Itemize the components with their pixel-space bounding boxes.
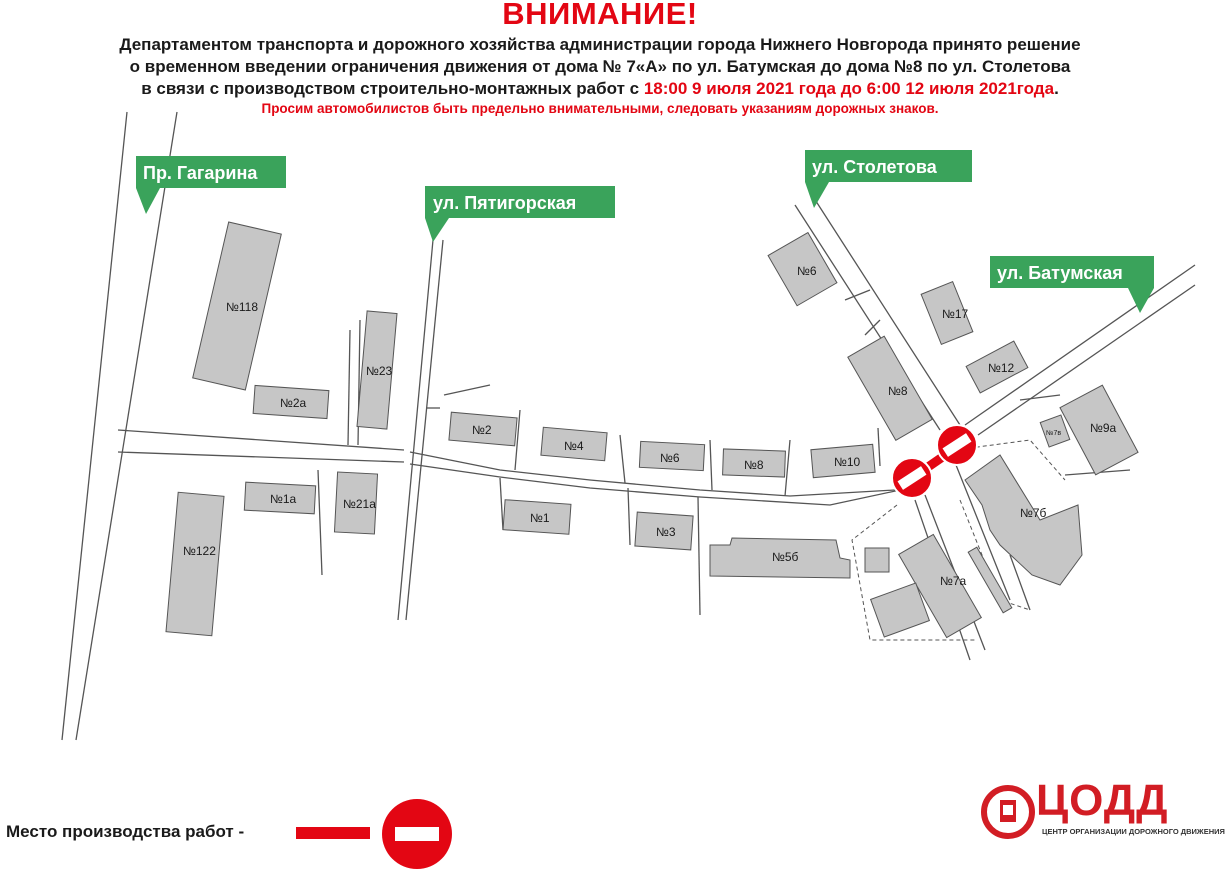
codd-emblem-icon <box>980 782 1038 842</box>
label-2a: №2а <box>280 396 307 410</box>
street-sign-stoletova <box>805 150 972 208</box>
label-122: №122 <box>183 544 216 558</box>
no-entry-sign-icon <box>937 425 977 465</box>
logo-wordmark: ЦОДД <box>1036 776 1169 825</box>
announcement-line-1: Департаментом транспорта и дорожного хозяйства администрации города Нижнего Новгорода принято решение <box>119 35 1081 54</box>
street-sign-batumskaya <box>990 256 1154 313</box>
announcement-line-3-prefix: в связи с производством строительно-монтажных работ с <box>141 79 644 98</box>
legend-label: Место производства работ - <box>6 822 245 841</box>
label-7a: №7а <box>940 574 967 588</box>
legend-work-line <box>296 827 370 839</box>
building-small-1 <box>865 548 889 572</box>
label-8: №8 <box>744 458 764 472</box>
street-label-batumskaya: ул. Батумская <box>997 263 1123 283</box>
street-label-gagarina: Пр. Гагарина <box>143 163 258 183</box>
label-7b: №7б <box>1020 506 1047 520</box>
announcement-line-3 <box>0 79 1200 99</box>
street-sign-pyatigorskaya <box>425 186 615 242</box>
road-lines <box>62 112 1195 740</box>
label-9a: №9а <box>1090 421 1117 435</box>
label-6n: №6 <box>797 264 817 278</box>
label-2: №2 <box>472 423 492 437</box>
logo-subtitle: ЦЕНТР ОРГАНИЗАЦИИ ДОРОЖНОГО ДВИЖЕНИЯ <box>1042 827 1225 836</box>
announcement-line-3-suffix: . <box>1054 79 1059 98</box>
label-5b: №5б <box>772 550 799 564</box>
announcement-line-2: о временном введении ограничения движения от дома № 7«А» по ул. Батумская до дома №8 по ул. Столетова <box>129 57 1071 76</box>
no-entry-sign-icon <box>892 458 932 498</box>
codd-logo <box>980 776 1225 842</box>
restriction-period: 18:00 9 июля 2021 года до 6:00 12 июля 2021года <box>643 79 1055 98</box>
label-8n: №8 <box>888 384 908 398</box>
label-118: №118 <box>226 300 259 314</box>
label-21a: №21а <box>343 497 376 511</box>
label-23: №23 <box>366 364 393 378</box>
legend-no-entry-icon <box>381 798 453 870</box>
label-4: №4 <box>564 439 584 453</box>
label-1: №1 <box>530 511 550 525</box>
alert-title: ВНИМАНИЕ! <box>502 0 698 31</box>
label-1a: №1а <box>270 492 297 506</box>
building-122 <box>166 492 224 635</box>
label-17: №17 <box>942 307 969 321</box>
building-7a-annex <box>968 547 1012 613</box>
street-label-pyatigorskaya: ул. Пятигорская <box>433 193 577 213</box>
label-3: №3 <box>656 525 676 539</box>
label-12: №12 <box>988 361 1015 375</box>
street-label-stoletova: ул. Столетова <box>812 157 937 177</box>
label-10: №10 <box>834 455 861 469</box>
label-7v: №7в <box>1046 430 1062 437</box>
street-sign-gagarina <box>136 156 286 214</box>
label-6: №6 <box>660 451 680 465</box>
driver-notice: Просим автомобилистов быть предельно внимательными, следовать указаниям дорожных знаков. <box>261 101 939 116</box>
